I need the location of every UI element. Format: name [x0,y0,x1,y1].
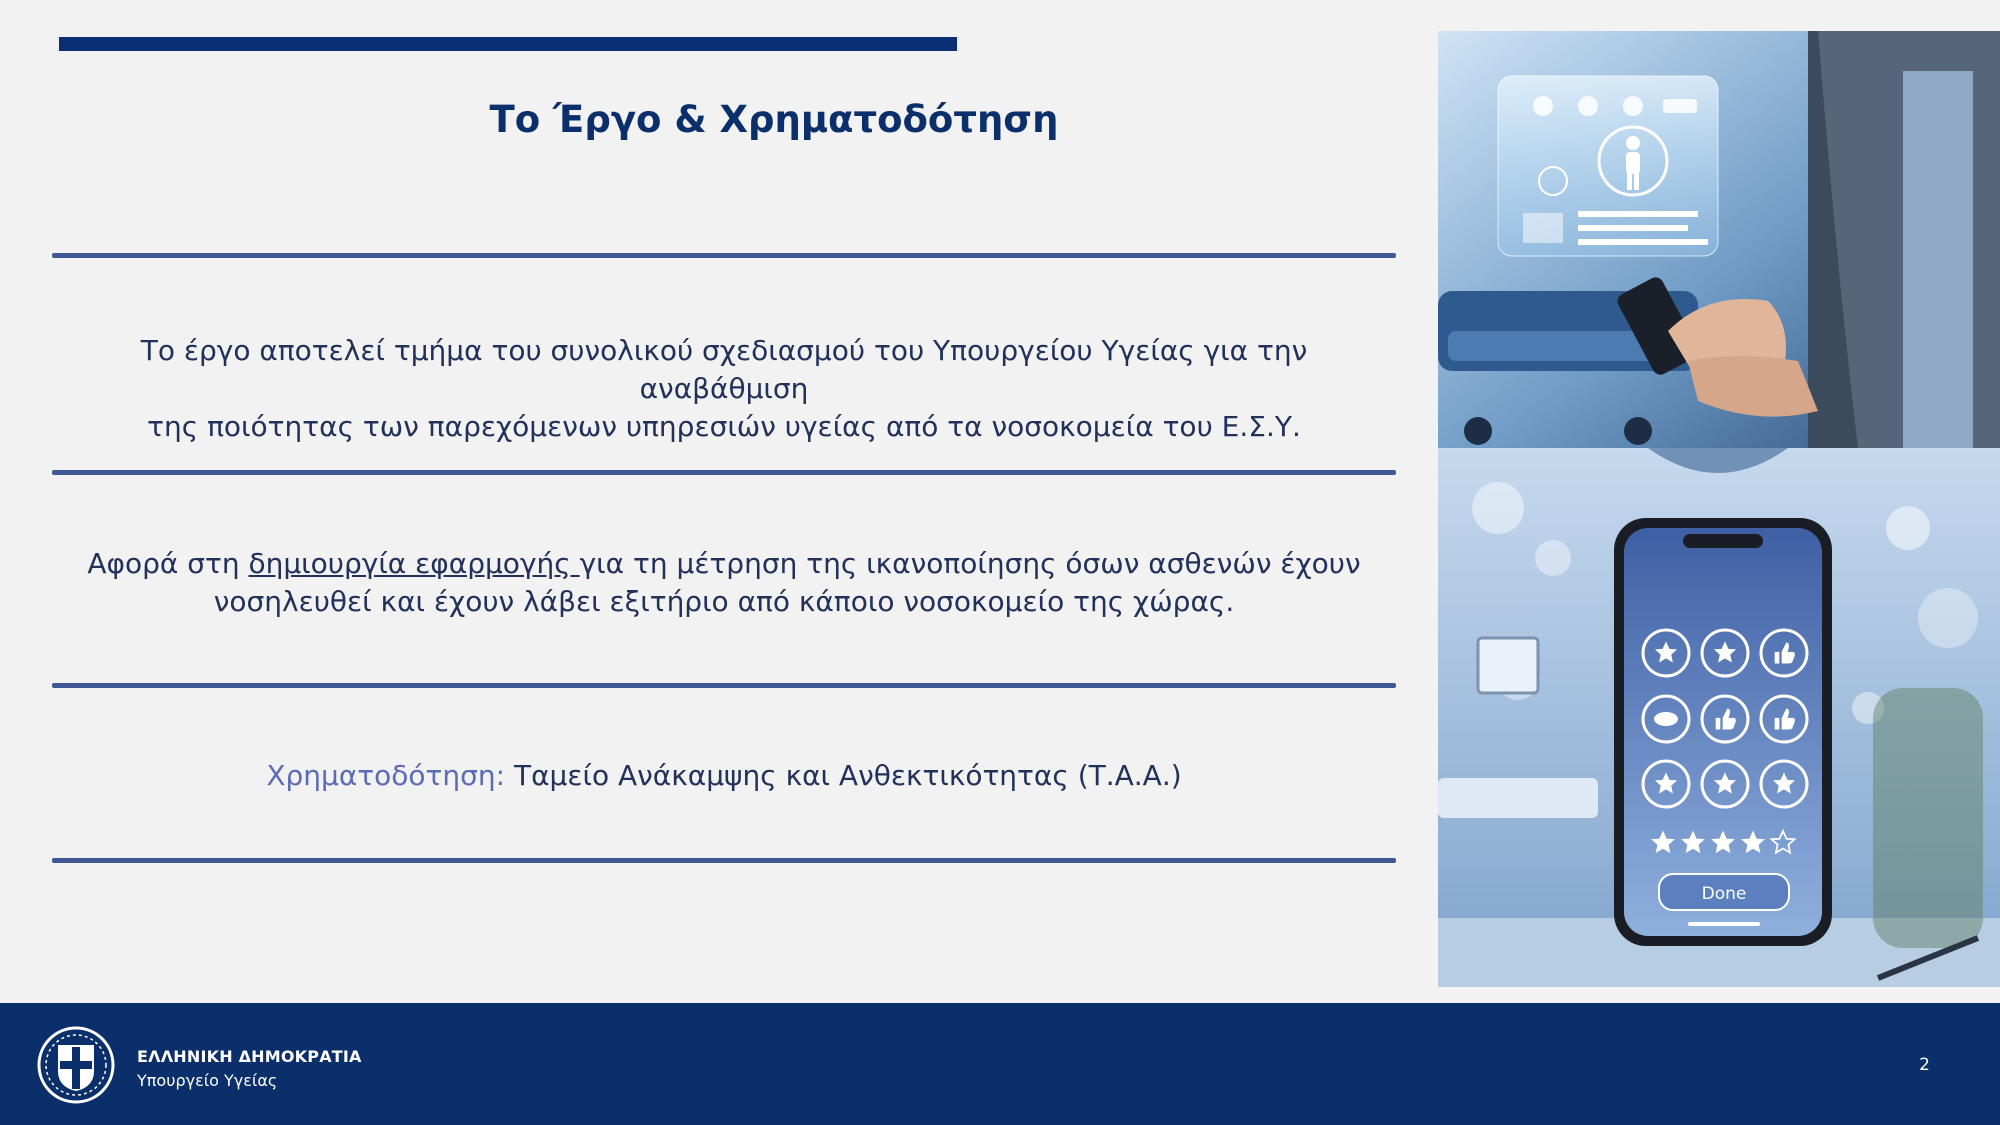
photo-hospital-app-user [1438,31,2000,448]
divider-3 [52,683,1396,688]
divider-2 [52,470,1396,475]
paragraph-app [52,545,1396,621]
funding-value: Ταμείο Ανάκαμψης και Ανθεκτικότητας (Τ.Α.Α.) [505,759,1182,792]
paragraph-funding [52,757,1396,795]
footer-ministry: Υπουργείο Υγείας [137,1071,278,1090]
paragraph-app-prefix: Αφορά στη [87,547,249,580]
title-accent-bar [59,37,957,51]
paragraph-app-suffix: για τη μέτρηση της ικανοποίησης όσων ασθενών έχουν [579,547,1361,580]
footer-bar [0,1003,2000,1125]
paragraph-project-line-1: Το έργο αποτελεί τμήμα του συνολικού σχεδιασμού του Υπουργείου Υγείας για την αναβάθμιση [140,334,1308,405]
paragraph-app-line-2: νοσηλευθεί και έχουν λάβει εξιτήριο από κάποιο νοσοκομείο της χώρας. [213,585,1235,618]
divider-4 [52,858,1396,863]
paragraph-project-line-2: της ποιότητας των παρεχόμενων υπηρεσιών υγείας από τα νοσοκομεία του Ε.Σ.Υ. [147,410,1301,443]
page-number: 2 [1919,1055,1930,1075]
paragraph-project [52,332,1396,446]
phone-done-button-label: Done [1701,884,1747,904]
divider-1 [52,253,1396,258]
photo-satisfaction-rating-phone [1438,448,2000,987]
funding-label: Χρηματοδότηση: [266,759,506,792]
app-creation-link[interactable]: δημιουργία εφαρμογής [248,547,580,580]
greek-emblem-icon [36,1025,116,1105]
slide-title: Το Έργο & Χρηματοδότηση [489,98,1059,141]
paragraph-app-line-1 [52,545,1396,583]
footer-country: ΕΛΛΗΝΙΚΗ ΔΗΜΟΚΡΑΤΙΑ [137,1047,362,1066]
